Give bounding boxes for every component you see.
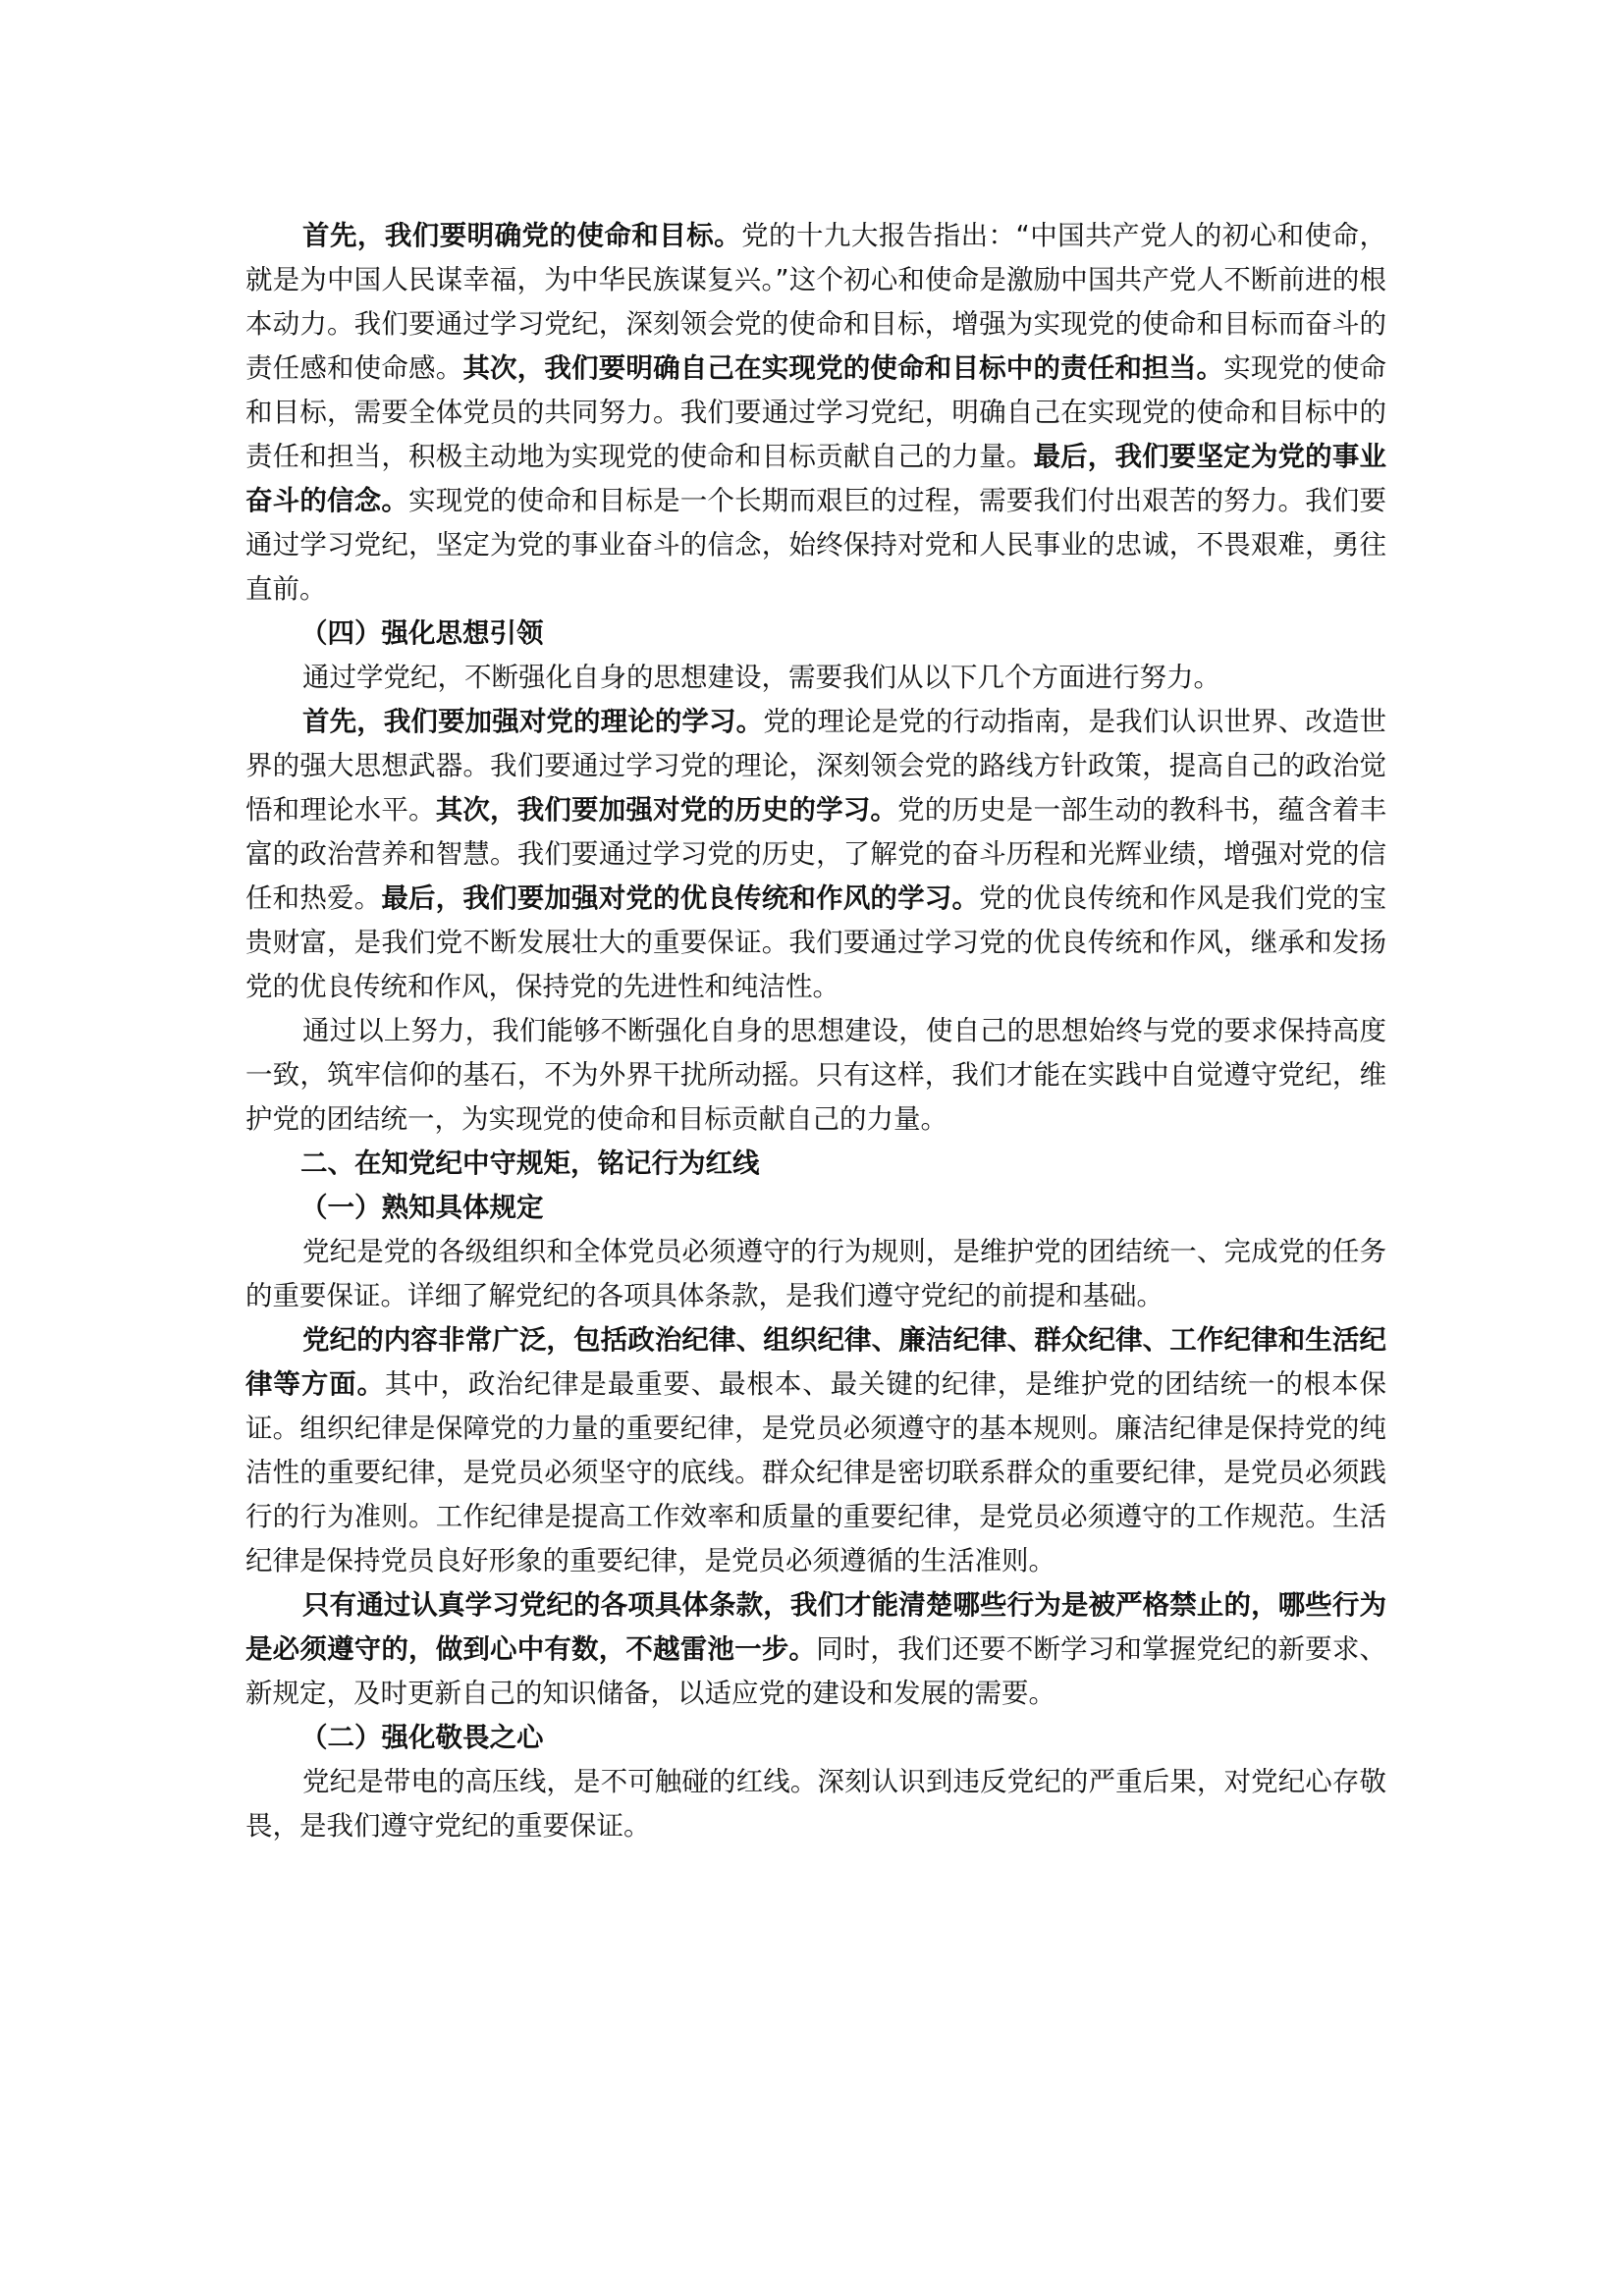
paragraph-rules: 党纪是党的各级组织和全体党员必须遵守的行为规则，是维护党的团结统一、完成党的任务的重要保证。详细了解党纪的各项具体条款，是我们遵守党纪的前提和基础。 bbox=[245, 1236, 1386, 1311]
paragraph-discipline-types bbox=[245, 1318, 1386, 1583]
body-text: 党的十九大报告指出：“中国共产党人的初心和使命，就是为中国人民谋幸福，为中华民族谋复兴。”这个初心和使命是激励中国共产党人不断前进的根本动力。我们要通过学习党纪，深刻领会党的使命和目标，增强为实现党的使命和目标而奋斗的责任感和使命感。 bbox=[245, 220, 1386, 384]
section-heading-4: （四）强化思想引领 bbox=[300, 617, 544, 649]
bold-sentence: 首先，我们要加强对党的理论的学习。 bbox=[302, 706, 764, 737]
paragraph-study-rules bbox=[245, 1583, 1386, 1716]
paragraph-theory bbox=[245, 700, 1386, 1009]
body-text: 实现党的使命和目标，需要全体党员的共同努力。我们要通过学习党纪，明确自己在实现党的使命和目标中的责任和担当，积极主动地为实现党的使命和目标贡献自己的力量。 bbox=[245, 352, 1387, 472]
body-text: 其中，政治纪律是最重要、最根本、最关键的纪律，是维护党的团结统一的根本保证。组织纪律是保障党的力量的重要纪律，是党员必须遵守的基本规则。廉洁纪律是保持党的纯洁性的重要纪律，是党员必须坚守的底线。群众纪律是密切联系群众的重要纪律，是党员必须践行的行为准则。工作纪律是提高工作效率和质量的重要纪律，是党员必须遵守的工作规范。生活纪律是保持党员良好形象的重要纪律，是党员必须遵循的生活准则。 bbox=[245, 1368, 1386, 1576]
chapter-heading-2: 二、在知党纪中守规矩，铭记行为红线 bbox=[300, 1148, 760, 1179]
body-text: 党的优良传统和作风是我们党的宝贵财富，是我们党不断发展壮大的重要保证。我们要通过学习党的优良传统和作风，继承和发扬党的优良传统和作风，保持党的先进性和纯洁性。 bbox=[245, 882, 1387, 1002]
body-text: 党的理论是党的行动指南，是我们认识世界、改造世界的强大思想武器。我们要通过学习党的理论，深刻领会党的路线方针政策，提高自己的政治觉悟和理论水平。 bbox=[245, 706, 1387, 826]
bold-sentence: 其次，我们要加强对党的历史的学习。 bbox=[435, 794, 898, 826]
section-heading-1: （一）熟知具体规定 bbox=[300, 1192, 544, 1223]
bold-sentence: 最后，我们要坚定为党的事业奋斗的信念。 bbox=[245, 441, 1387, 516]
bold-sentence: 最后，我们要加强对党的优良传统和作风的学习。 bbox=[381, 882, 980, 914]
body-text: 同时，我们还要不断学习和掌握党纪的新要求、新规定，及时更新自己的知识储备，以适应党的建设和发展的需要。 bbox=[245, 1633, 1387, 1709]
bold-sentence: 党纪的内容非常广泛，包括政治纪律、组织纪律、廉洁纪律、群众纪律、工作纪律和生活纪律等方面。 bbox=[245, 1324, 1386, 1400]
paragraph-mission bbox=[245, 214, 1386, 612]
bold-sentence: 其次，我们要明确自己在实现党的使命和目标中的责任和担当。 bbox=[462, 352, 1224, 384]
bold-sentence: 只有通过认真学习党纪的各项具体条款，我们才能清楚哪些行为是被严格禁止的，哪些行为是必须遵守的，做到心中有数，不越雷池一步。 bbox=[245, 1589, 1386, 1665]
body-text: 实现党的使命和目标是一个长期而艰巨的过程，需要我们付出艰苦的努力。我们要通过学习党纪，坚定为党的事业奋斗的信念，始终保持对党和人民事业的忠诚，不畏艰难，勇往直前。 bbox=[245, 485, 1387, 605]
paragraph-summary: 通过以上努力，我们能够不断强化自身的思想建设，使自己的思想始终与党的要求保持高度一致，筑牢信仰的基石，不为外界干扰所动摇。只有这样，我们才能在实践中自觉遵守党纪，维护党的团结统一，为实现党的使命和目标贡献自己的力量。 bbox=[245, 1015, 1386, 1135]
document-page bbox=[245, 214, 1386, 1848]
section-heading-2: （二）强化敬畏之心 bbox=[300, 1722, 544, 1753]
body-text: 党的历史是一部生动的教科书，蕴含着丰富的政治营养和智慧。我们要通过学习党的历史，了解党的奋斗历程和光辉业绩，增强对党的信任和热爱。 bbox=[245, 794, 1387, 914]
bold-sentence: 首先，我们要明确党的使命和目标。 bbox=[302, 220, 742, 251]
paragraph-intro: 通过学党纪，不断强化自身的思想建设，需要我们从以下几个方面进行努力。 bbox=[302, 662, 1220, 693]
paragraph-reverence: 党纪是带电的高压线，是不可触碰的红线。深刻认识到违反党纪的严重后果，对党纪心存敬畏，是我们遵守党纪的重要保证。 bbox=[245, 1766, 1386, 1842]
